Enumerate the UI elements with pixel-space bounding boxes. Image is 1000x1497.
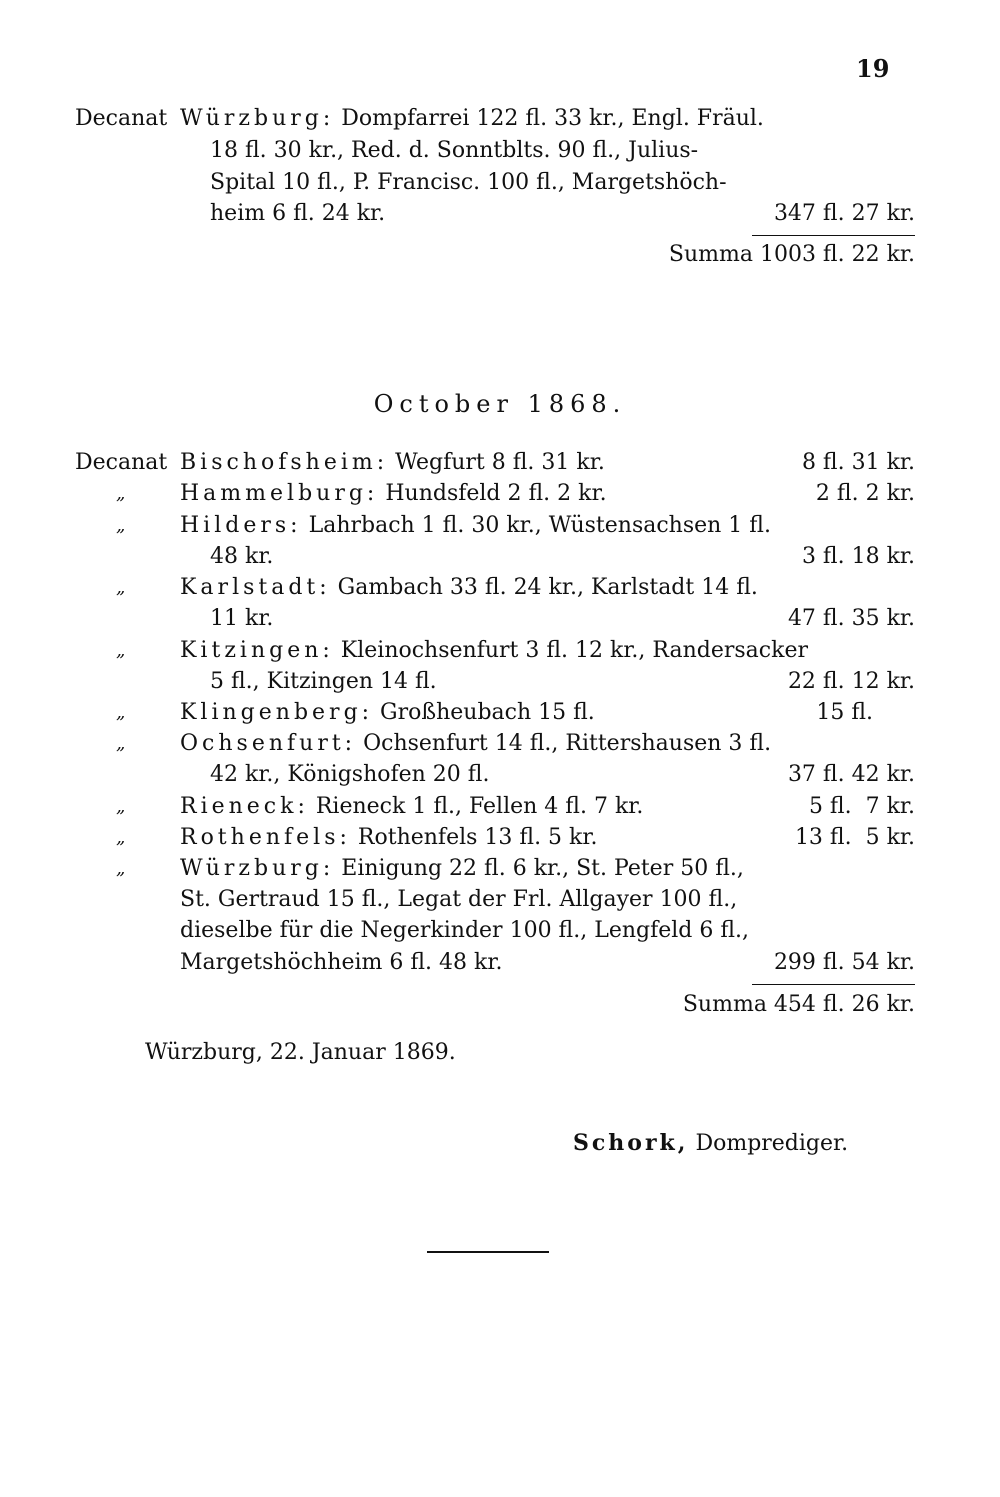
month-heading: October 1868. [373,390,627,418]
entry-amount: 13 fl. 5 kr. [794,825,915,850]
signature-title: Domprediger. [688,1131,849,1156]
ditto-mark: „ [116,796,126,817]
place-name: Klingenberg: [180,700,374,725]
place-name: Karlstadt: [180,575,331,600]
entry-text: Gambach 33 fl. 24 kr., Karlstadt 14 fl. [330,575,758,600]
entry-amount: 3 fl. 18 kr. [801,544,915,569]
entry-text: Hundsfeld 2 fl. 2 kr. [378,481,607,506]
sum-rule [752,984,915,985]
page-number: 19 [856,54,890,83]
closing-rule [427,1251,549,1253]
ditto-mark: „ [116,515,126,536]
place-name: Bischofsheim: [180,450,389,475]
place-name: Würzburg: [180,106,335,131]
entry-text: Spital 10 fl., P. Francisc. 100 fl., Margetshöch- [210,170,727,195]
ditto-mark: „ [116,733,126,754]
entry-text: heim 6 fl. 24 kr. [210,201,386,226]
entry-amount: 15 fl. [816,700,915,725]
entry-text: Rieneck 1 fl., Fellen 4 fl. 7 kr. [308,794,644,819]
date-line: Würzburg, 22. Januar 1869. [145,1040,456,1065]
place-name: Rieneck: [180,794,309,819]
ditto-mark: „ [116,640,126,661]
entry-text: 42 kr., Königshofen 20 fl. [210,762,490,787]
entry-text: St. Gertraud 15 fl., Legat der Frl. Allgayer 100 fl., [180,887,738,912]
sum-rule [752,235,915,236]
entry-text: Wegfurt 8 fl. 31 kr. [388,450,605,475]
place-name: Hilders: [180,513,302,538]
entry-amount: 37 fl. 42 kr. [787,762,915,787]
place-name: Kitzingen: [180,638,334,663]
entry-amount: 47 fl. 35 kr. [787,606,915,631]
place-name: Würzburg: [180,856,335,881]
decanat-label: Decanat [75,106,168,131]
entry-amount: 2 fl. 2 kr. [815,481,915,506]
entry-text: Lahrbach 1 fl. 30 kr., Wüstensachsen 1 fl. [301,513,771,538]
summa: Summa 1003 fl. 22 kr. [668,242,915,267]
signature-name: Schork, [573,1130,689,1156]
entry-text: 11 kr. [210,606,274,631]
entry-text: Großheubach 15 fl. [373,700,595,725]
entry-text: 18 fl. 30 kr., Red. d. Sonntblts. 90 fl., Julius- [210,138,699,163]
signature [573,1130,848,1156]
entry-amount: 22 fl. 12 kr. [787,669,915,694]
entry-text: Ochsenfurt 14 fl., Rittershausen 3 fl. [356,731,772,756]
entry-text: Kleinochsenfurt 3 fl. 12 kr., Randersacker [333,638,808,663]
decanat-label: Decanat [75,450,168,475]
entry-text: Margetshöchheim 6 fl. 48 kr. [180,950,503,975]
entry-text: 5 fl., Kitzingen 14 fl. [210,669,437,694]
place-name: Ochsenfurt: [180,731,357,756]
ditto-mark: „ [116,827,126,848]
entry-amount: 347 fl. 27 kr. [773,201,915,226]
place-name: Rothenfels: [180,825,351,850]
entry-amount: 5 fl. 7 kr. [808,794,915,819]
ditto-mark: „ [116,858,126,879]
entry-amount: 299 fl. 54 kr. [773,950,915,975]
entry-text: Dompfarrei 122 fl. 33 kr., Engl. Fräul. [334,106,764,131]
summa: Summa 454 fl. 26 kr. [682,992,915,1017]
entry-text: Einigung 22 fl. 6 kr., St. Peter 50 fl., [334,856,744,881]
place-name: Hammelburg: [180,481,379,506]
ditto-mark: „ [116,577,126,598]
entry-text: Rothenfels 13 fl. 5 kr. [350,825,598,850]
entry-text: dieselbe für die Negerkinder 100 fl., Lengfeld 6 fl., [180,918,750,943]
entry-amount: 8 fl. 31 kr. [801,450,915,475]
entry-text: 48 kr. [210,544,274,569]
ditto-mark: „ [116,702,126,723]
ditto-mark: „ [116,483,126,504]
